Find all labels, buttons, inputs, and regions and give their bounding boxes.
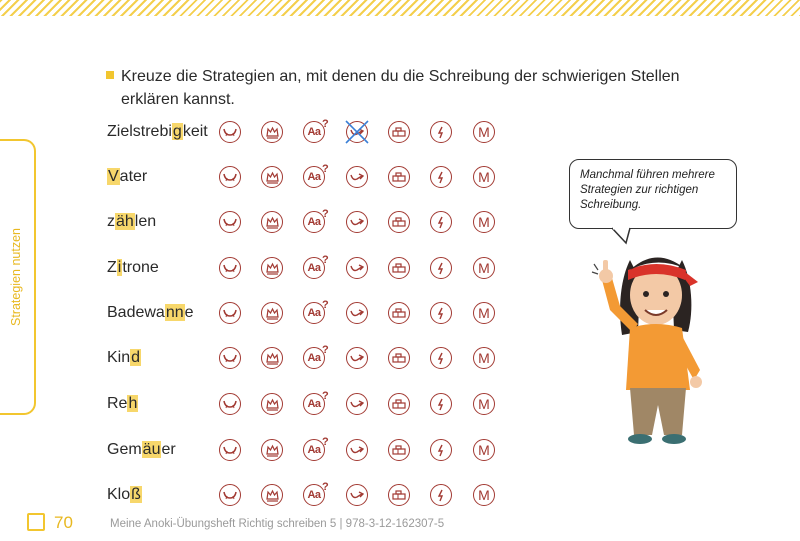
swing-icon[interactable] [219,302,241,324]
arrow-icon[interactable] [346,302,368,324]
blocks-icon[interactable] [388,121,410,143]
m-icon[interactable] [473,257,495,279]
anoki-character-illustration [590,240,720,445]
question-mark-icon: ? [322,254,329,266]
word-row-8 [107,483,142,507]
instruction-bullet [106,71,114,79]
word-highlight: d [131,349,141,366]
lightning-icon[interactable] [430,393,452,415]
word-highlight: äu [142,441,161,458]
crown-icon[interactable] [261,121,283,143]
m-label: M [478,305,490,321]
word-row-4 [107,301,194,325]
speech-bubble [569,159,737,229]
side-tab-label: Strategien nutzen [9,228,23,326]
aa-label: Aa [307,171,321,183]
lightning-icon[interactable] [430,302,452,324]
arrow-icon[interactable] [346,166,368,188]
question-mark-icon: ? [322,344,329,356]
arrow-icon[interactable] [346,211,368,233]
lightning-icon[interactable] [430,257,452,279]
m-label: M [478,169,490,185]
word-highlight: i [117,259,122,276]
crown-icon[interactable] [261,257,283,279]
swing-icon[interactable] [219,393,241,415]
question-mark-icon: ? [322,390,329,402]
question-mark-icon: ? [322,436,329,448]
aa-label: Aa [307,489,321,501]
word-row-5 [107,346,141,370]
question-mark-icon: ? [322,481,329,493]
swing-icon[interactable] [219,166,241,188]
blocks-icon[interactable] [388,257,410,279]
swing-icon[interactable] [219,439,241,461]
word-highlight: h [128,395,138,412]
word-part: len [134,213,157,230]
word-part: Zielstrebi [107,123,172,140]
swing-icon[interactable] [219,484,241,506]
aa-label: Aa [307,398,321,410]
word-highlight: V [108,168,119,185]
arrow-icon[interactable] [346,257,368,279]
crown-icon[interactable] [261,439,283,461]
crown-icon[interactable] [261,393,283,415]
word-part: Klo [107,486,131,503]
instruction-line-1: Kreuze die Strategien an, mit denen du die Schreibung der schwierigen Stellen [121,68,680,85]
swing-icon[interactable] [219,211,241,233]
lightning-icon[interactable] [430,166,452,188]
lightning-icon[interactable] [430,211,452,233]
crown-icon[interactable] [261,166,283,188]
aa-label: Aa [307,444,321,456]
word-highlight: ß [131,486,141,503]
blocks-icon[interactable] [388,484,410,506]
blocks-icon[interactable] [388,302,410,324]
arrow-icon[interactable] [346,393,368,415]
word-part: Kin [107,349,131,366]
blocks-icon[interactable] [388,393,410,415]
m-label: M [478,214,490,230]
m-icon[interactable] [473,439,495,461]
question-mark-icon: ? [322,208,329,220]
crown-icon[interactable] [261,347,283,369]
word-part: Badewa [107,304,165,321]
m-label: M [478,350,490,366]
page-box [27,513,45,531]
word-part: keit [182,123,208,140]
word-part: z [107,213,115,230]
word-part: ater [119,168,148,185]
blocks-icon[interactable] [388,347,410,369]
lightning-icon[interactable] [430,121,452,143]
crown-icon[interactable] [261,302,283,324]
word-highlight: g [172,123,182,140]
m-icon[interactable] [473,211,495,233]
word-part: Z [107,259,117,276]
m-icon[interactable] [473,121,495,143]
instruction-line-2: erklären kannst. [121,91,235,108]
blocks-icon[interactable] [388,439,410,461]
checkmark-cross-icon [343,118,371,146]
word-row-1 [107,165,147,189]
m-icon[interactable] [473,347,495,369]
aa-label: Aa [307,216,321,228]
word-row-2 [107,210,156,234]
m-label: M [478,487,490,503]
m-label: M [478,124,490,140]
blocks-icon[interactable] [388,166,410,188]
m-icon[interactable] [473,166,495,188]
m-icon[interactable] [473,393,495,415]
word-row-7 [107,438,176,462]
swing-icon[interactable] [219,121,241,143]
word-row-0 [107,120,208,144]
word-part: er [161,441,176,458]
word-part: trone [122,259,159,276]
m-label: M [478,442,490,458]
crown-icon[interactable] [261,211,283,233]
question-mark-icon: ? [322,118,329,130]
question-mark-icon: ? [322,299,329,311]
word-row-3 [107,256,159,280]
word-part: e [184,304,194,321]
m-label: M [478,260,490,276]
lightning-icon[interactable] [430,347,452,369]
lightning-icon[interactable] [430,439,452,461]
swing-icon[interactable] [219,347,241,369]
aa-label: Aa [307,262,321,274]
m-icon[interactable] [473,484,495,506]
word-row-6 [107,392,138,416]
m-icon[interactable] [473,302,495,324]
arrow-icon[interactable] [346,347,368,369]
instruction-text [121,65,721,111]
arrow-icon[interactable] [346,484,368,506]
word-highlight: äh [116,213,134,230]
page-number: 70 [54,513,73,532]
footer-book-info: Meine Anoki-Übungsheft Richtig schreiben 5 | 978-3-12-162307-5 [110,518,445,530]
speech-bubble-text: Manchmal führen mehrere Strategien zur richtigen Schreibung. [580,169,715,211]
swing-icon[interactable] [219,257,241,279]
word-highlight: nn [165,304,184,321]
crown-icon[interactable] [261,484,283,506]
arrow-icon[interactable] [346,439,368,461]
lightning-icon[interactable] [430,484,452,506]
question-mark-icon: ? [322,163,329,175]
aa-label: Aa [307,307,321,319]
aa-label: Aa [307,126,321,138]
word-part: Gem [107,441,142,458]
word-part: Re [107,395,128,412]
blocks-icon[interactable] [388,211,410,233]
top-stripe [0,0,800,16]
m-label: M [478,396,490,412]
aa-label: Aa [307,352,321,364]
